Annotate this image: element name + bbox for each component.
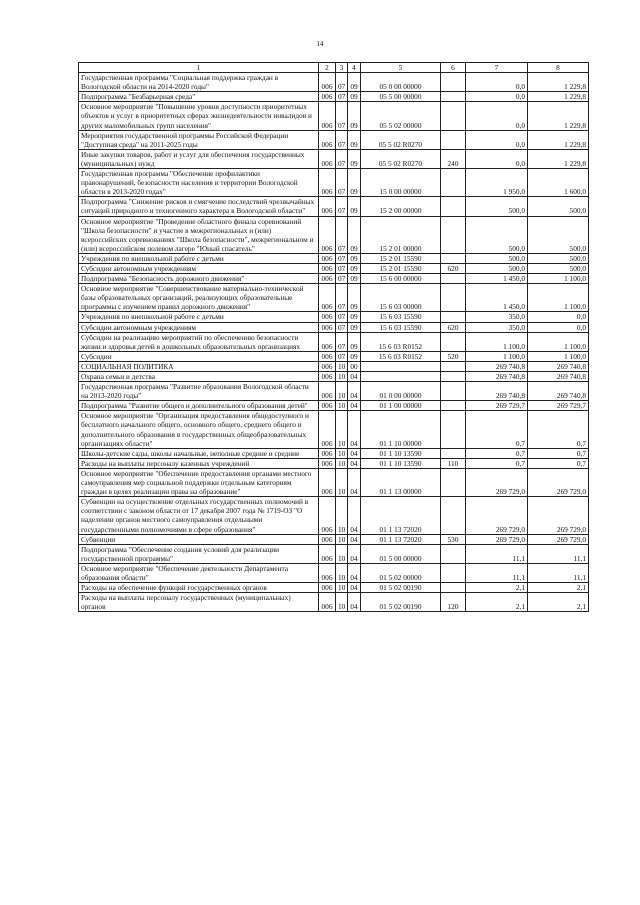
subsection-code-cell: 09 bbox=[348, 253, 361, 263]
target-article-cell: 15 2 01 00000 bbox=[361, 216, 441, 253]
column-header: 3 bbox=[336, 63, 348, 73]
subsection-code-cell: 04 bbox=[348, 583, 361, 593]
amount-year1-cell: 269 740,8 bbox=[466, 382, 528, 401]
amount-year2-cell: 269 729,0 bbox=[528, 468, 589, 496]
target-article-cell bbox=[361, 361, 441, 371]
amount-year2-cell: 500,0 bbox=[528, 197, 589, 216]
item-name-cell: Иные закупки товаров, работ и услуг для обеспечения государственных (муниципальных) нужд bbox=[79, 149, 319, 168]
target-article-cell: 05 5 02 R0270 bbox=[361, 149, 441, 168]
expense-type-cell bbox=[441, 73, 466, 92]
amount-year1-cell: 500,0 bbox=[466, 216, 528, 253]
expense-type-cell: 240 bbox=[441, 149, 466, 168]
table-header-row bbox=[79, 63, 589, 73]
subsection-code-cell: 04 bbox=[348, 497, 361, 534]
item-name-cell: Основное мероприятие "Совершенствование материально-технической базы образовательных организаций, реализующих образовательные программы с изучением правил дорожного движения" bbox=[79, 284, 319, 312]
amount-year1-cell: 500,0 bbox=[466, 253, 528, 263]
subsection-code-cell: 04 bbox=[348, 372, 361, 382]
target-article-cell: 01 1 00 00000 bbox=[361, 401, 441, 411]
target-article-cell: 05 5 00 00000 bbox=[361, 92, 441, 102]
amount-year1-cell: 269 729,0 bbox=[466, 468, 528, 496]
section-code-cell: 07 bbox=[336, 284, 348, 312]
target-article-cell: 15 6 03 00000 bbox=[361, 284, 441, 312]
section-code-cell: 07 bbox=[336, 253, 348, 263]
item-name-cell: Учреждения по внешкольной работе с детьми bbox=[79, 312, 319, 322]
table-row bbox=[79, 593, 589, 612]
subsection-code-cell: 00 bbox=[348, 361, 361, 371]
item-name-cell: Основное мероприятие "Повышение уровня доступности приоритетных объектов и услуг в приоритетных сферах жизнедеятельности инвалидов и других маломобильных групп населения" bbox=[79, 102, 319, 130]
target-article-cell: 05 5 02 R0270 bbox=[361, 130, 441, 149]
amount-year2-cell: 11,1 bbox=[528, 544, 589, 563]
amount-year2-cell: 269 729,7 bbox=[528, 401, 589, 411]
item-name-cell: Расходы на выплаты персоналу государственных (муниципальных) органов bbox=[79, 593, 319, 612]
target-article-cell: 15 6 03 R0152 bbox=[361, 351, 441, 361]
item-name-cell: Школы-детские сады, школы начальные, неполные средние и средние bbox=[79, 448, 319, 458]
ministry-code-cell: 006 bbox=[319, 351, 336, 361]
ministry-code-cell: 006 bbox=[319, 216, 336, 253]
table-row bbox=[79, 534, 589, 544]
expense-type-cell: 620 bbox=[441, 263, 466, 273]
table-row bbox=[79, 448, 589, 458]
expense-type-cell bbox=[441, 448, 466, 458]
table-row bbox=[79, 284, 589, 312]
column-header: 5 bbox=[361, 63, 441, 73]
ministry-code-cell: 006 bbox=[319, 382, 336, 401]
section-code-cell: 10 bbox=[336, 382, 348, 401]
subsection-code-cell: 04 bbox=[348, 593, 361, 612]
subsection-code-cell: 04 bbox=[348, 401, 361, 411]
table-row bbox=[79, 497, 589, 534]
section-code-cell: 10 bbox=[336, 534, 348, 544]
ministry-code-cell: 006 bbox=[319, 583, 336, 593]
amount-year1-cell: 0,7 bbox=[466, 458, 528, 468]
amount-year2-cell: 1 100,0 bbox=[528, 284, 589, 312]
ministry-code-cell: 006 bbox=[319, 169, 336, 197]
amount-year1-cell: 0,0 bbox=[466, 102, 528, 130]
section-code-cell: 10 bbox=[336, 497, 348, 534]
amount-year2-cell: 0,7 bbox=[528, 411, 589, 448]
item-name-cell: Субвенции bbox=[79, 534, 319, 544]
amount-year1-cell: 350,0 bbox=[466, 312, 528, 322]
section-code-cell: 10 bbox=[336, 448, 348, 458]
table-row bbox=[79, 468, 589, 496]
ministry-code-cell: 006 bbox=[319, 197, 336, 216]
ministry-code-cell: 006 bbox=[319, 593, 336, 612]
amount-year2-cell: 1 100,0 bbox=[528, 274, 589, 284]
item-name-cell: Субвенции на осуществление отдельных государственных полномочий в соответствии с законом области от 17 декабря 2007 года № 1719-ОЗ "О наделении органов местного самоуправления отдельными государственными полномочиями в сфере образования" bbox=[79, 497, 319, 534]
ministry-code-cell: 006 bbox=[319, 253, 336, 263]
item-name-cell: Основное мероприятие "Организация предоставления общедоступного и бесплатного начального общего, основного общего, среднего общего и дополнительного образования в государственных общеобразовательных организациях области" bbox=[79, 411, 319, 448]
item-name-cell: Субсидии автономным учреждениям bbox=[79, 263, 319, 273]
ministry-code-cell: 006 bbox=[319, 332, 336, 351]
table-row bbox=[79, 332, 589, 351]
table-row bbox=[79, 73, 589, 92]
item-name-cell: Основное мероприятие "Обеспечение предоставления органами местного самоуправления мер социальной поддержки отдельным категориям граждан в целях реализации права на образование" bbox=[79, 468, 319, 496]
amount-year2-cell: 1 229,8 bbox=[528, 102, 589, 130]
expense-type-cell bbox=[441, 284, 466, 312]
amount-year2-cell: 269 740,8 bbox=[528, 372, 589, 382]
amount-year1-cell: 269 740,8 bbox=[466, 372, 528, 382]
ministry-code-cell: 006 bbox=[319, 401, 336, 411]
table-row bbox=[79, 372, 589, 382]
amount-year1-cell: 269 729,0 bbox=[466, 497, 528, 534]
section-code-cell: 10 bbox=[336, 544, 348, 563]
section-code-cell: 07 bbox=[336, 274, 348, 284]
amount-year2-cell: 0,0 bbox=[528, 322, 589, 332]
amount-year1-cell: 1 450,0 bbox=[466, 284, 528, 312]
target-article-cell: 01 5 00 00000 bbox=[361, 544, 441, 563]
table-row bbox=[79, 458, 589, 468]
amount-year2-cell: 269 740,8 bbox=[528, 382, 589, 401]
target-article-cell: 15 6 03 R0152 bbox=[361, 332, 441, 351]
section-code-cell: 07 bbox=[336, 169, 348, 197]
budget-table bbox=[78, 62, 589, 612]
ministry-code-cell: 006 bbox=[319, 284, 336, 312]
section-code-cell: 10 bbox=[336, 593, 348, 612]
page-number: 14 bbox=[316, 40, 324, 48]
target-article-cell: 01 0 00 00000 bbox=[361, 382, 441, 401]
amount-year2-cell: 269 729,0 bbox=[528, 497, 589, 534]
amount-year2-cell: 0,7 bbox=[528, 458, 589, 468]
expense-type-cell: 120 bbox=[441, 593, 466, 612]
ministry-code-cell: 006 bbox=[319, 322, 336, 332]
item-name-cell: Охрана семьи и детства bbox=[79, 372, 319, 382]
expense-type-cell bbox=[441, 169, 466, 197]
amount-year2-cell: 269 729,0 bbox=[528, 534, 589, 544]
subsection-code-cell: 09 bbox=[348, 322, 361, 332]
expense-type-cell: 620 bbox=[441, 322, 466, 332]
section-code-cell: 07 bbox=[336, 149, 348, 168]
table-row bbox=[79, 149, 589, 168]
amount-year2-cell: 269 740,8 bbox=[528, 361, 589, 371]
amount-year2-cell: 1 100,0 bbox=[528, 332, 589, 351]
subsection-code-cell: 04 bbox=[348, 563, 361, 582]
amount-year1-cell: 11,1 bbox=[466, 544, 528, 563]
amount-year2-cell: 1 229,8 bbox=[528, 92, 589, 102]
amount-year2-cell: 1 229,8 bbox=[528, 130, 589, 149]
expense-type-cell bbox=[441, 216, 466, 253]
target-article-cell: 01 1 13 00000 bbox=[361, 468, 441, 496]
subsection-code-cell: 09 bbox=[348, 73, 361, 92]
subsection-code-cell: 04 bbox=[348, 458, 361, 468]
amount-year2-cell: 500,0 bbox=[528, 263, 589, 273]
ministry-code-cell: 006 bbox=[319, 361, 336, 371]
table-row bbox=[79, 361, 589, 371]
expense-type-cell bbox=[441, 361, 466, 371]
subsection-code-cell: 09 bbox=[348, 351, 361, 361]
amount-year1-cell: 0,0 bbox=[466, 130, 528, 149]
item-name-cell: Государственная программа "Развитие образования Вологодской области на 2013-2020 годы" bbox=[79, 382, 319, 401]
section-code-cell: 07 bbox=[336, 322, 348, 332]
ministry-code-cell: 006 bbox=[319, 534, 336, 544]
expense-type-cell bbox=[441, 544, 466, 563]
item-name-cell: Расходы на выплаты персоналу казенных учреждений bbox=[79, 458, 319, 468]
ministry-code-cell: 006 bbox=[319, 372, 336, 382]
amount-year1-cell: 500,0 bbox=[466, 263, 528, 273]
subsection-code-cell: 04 bbox=[348, 382, 361, 401]
amount-year2-cell: 1 600,0 bbox=[528, 169, 589, 197]
target-article-cell: 01 5 02 00000 bbox=[361, 563, 441, 582]
amount-year2-cell: 0,0 bbox=[528, 312, 589, 322]
section-code-cell: 10 bbox=[336, 372, 348, 382]
target-article-cell: 01 1 10 13590 bbox=[361, 448, 441, 458]
table-row bbox=[79, 322, 589, 332]
column-header: 6 bbox=[441, 63, 466, 73]
expense-type-cell bbox=[441, 332, 466, 351]
item-name-cell: Учреждения по внешкольной работе с детьми bbox=[79, 253, 319, 263]
table-row bbox=[79, 253, 589, 263]
amount-year2-cell: 1 229,8 bbox=[528, 73, 589, 92]
subsection-code-cell: 09 bbox=[348, 197, 361, 216]
table-row bbox=[79, 583, 589, 593]
amount-year1-cell: 269 729,0 bbox=[466, 534, 528, 544]
expense-type-cell bbox=[441, 274, 466, 284]
subsection-code-cell: 09 bbox=[348, 274, 361, 284]
amount-year2-cell: 2,1 bbox=[528, 593, 589, 612]
item-name-cell: Основное мероприятие "Проведение областного финала соревнований "Школа безопасности" и участие в межрегиональных и (или) всероссийских соревнованиях "Школа безопасности", межрегиональном и (или) всероссийском полевом лагере "Юный спасатель" bbox=[79, 216, 319, 253]
ministry-code-cell: 006 bbox=[319, 130, 336, 149]
target-article-cell: 15 2 01 15590 bbox=[361, 263, 441, 273]
item-name-cell: Субсидии на реализацию мероприятий по обеспечению безопасности жизни и здоровья детей в дошкольных образовательных организациях bbox=[79, 332, 319, 351]
subsection-code-cell: 09 bbox=[348, 332, 361, 351]
table-row bbox=[79, 263, 589, 273]
amount-year1-cell: 0,0 bbox=[466, 92, 528, 102]
ministry-code-cell: 006 bbox=[319, 73, 336, 92]
ministry-code-cell: 006 bbox=[319, 411, 336, 448]
item-name-cell: Расходы на обеспечение функций государственных органов bbox=[79, 583, 319, 593]
section-code-cell: 10 bbox=[336, 468, 348, 496]
expense-type-cell bbox=[441, 563, 466, 582]
section-code-cell: 07 bbox=[336, 312, 348, 322]
amount-year1-cell: 0,0 bbox=[466, 149, 528, 168]
amount-year1-cell: 0,7 bbox=[466, 448, 528, 458]
column-header: 4 bbox=[348, 63, 361, 73]
section-code-cell: 10 bbox=[336, 583, 348, 593]
amount-year2-cell: 500,0 bbox=[528, 216, 589, 253]
item-name-cell: Подпрограмма "Обеспечение создания условий для реализации государственной программы" bbox=[79, 544, 319, 563]
table-row bbox=[79, 563, 589, 582]
target-article-cell: 15 6 00 00000 bbox=[361, 274, 441, 284]
amount-year1-cell: 0,7 bbox=[466, 411, 528, 448]
subsection-code-cell: 04 bbox=[348, 534, 361, 544]
ministry-code-cell: 006 bbox=[319, 468, 336, 496]
subsection-code-cell: 09 bbox=[348, 312, 361, 322]
expense-type-cell: 520 bbox=[441, 351, 466, 361]
subsection-code-cell: 09 bbox=[348, 216, 361, 253]
table-row bbox=[79, 102, 589, 130]
expense-type-cell bbox=[441, 411, 466, 448]
table-row bbox=[79, 169, 589, 197]
subsection-code-cell: 04 bbox=[348, 544, 361, 563]
table-row bbox=[79, 312, 589, 322]
expense-type-cell bbox=[441, 312, 466, 322]
subsection-code-cell: 09 bbox=[348, 284, 361, 312]
section-code-cell: 07 bbox=[336, 332, 348, 351]
item-name-cell: Подпрограмма "Снижение рисков и смягчение последствий чрезвычайных ситуаций природного и техногенного характера в Вологодской области" bbox=[79, 197, 319, 216]
section-code-cell: 10 bbox=[336, 563, 348, 582]
subsection-code-cell: 04 bbox=[348, 468, 361, 496]
column-header: 2 bbox=[319, 63, 336, 73]
amount-year1-cell: 0,0 bbox=[466, 73, 528, 92]
section-code-cell: 10 bbox=[336, 411, 348, 448]
table-row bbox=[79, 197, 589, 216]
subsection-code-cell: 09 bbox=[348, 92, 361, 102]
amount-year1-cell: 500,0 bbox=[466, 197, 528, 216]
subsection-code-cell: 09 bbox=[348, 149, 361, 168]
section-code-cell: 07 bbox=[336, 92, 348, 102]
section-code-cell: 10 bbox=[336, 458, 348, 468]
item-name-cell: Мероприятия государственной программы Российской Федерации "Доступная среда" на 2011-2025 годы bbox=[79, 130, 319, 149]
amount-year1-cell: 1 100,0 bbox=[466, 351, 528, 361]
expense-type-cell bbox=[441, 372, 466, 382]
ministry-code-cell: 006 bbox=[319, 263, 336, 273]
ministry-code-cell: 006 bbox=[319, 312, 336, 322]
table-row bbox=[79, 382, 589, 401]
ministry-code-cell: 006 bbox=[319, 448, 336, 458]
amount-year1-cell: 269 740,8 bbox=[466, 361, 528, 371]
amount-year1-cell: 1 100,0 bbox=[466, 332, 528, 351]
target-article-cell: 01 5 02 00190 bbox=[361, 593, 441, 612]
expense-type-cell: 110 bbox=[441, 458, 466, 468]
target-article-cell: 01 1 10 13590 bbox=[361, 458, 441, 468]
amount-year1-cell: 350,0 bbox=[466, 322, 528, 332]
amount-year1-cell: 11,1 bbox=[466, 563, 528, 582]
column-header: 1 bbox=[79, 63, 319, 73]
amount-year1-cell: 1 950,0 bbox=[466, 169, 528, 197]
subsection-code-cell: 04 bbox=[348, 448, 361, 458]
target-article-cell: 15 6 03 15590 bbox=[361, 312, 441, 322]
subsection-code-cell: 09 bbox=[348, 130, 361, 149]
table-row bbox=[79, 351, 589, 361]
subsection-code-cell: 09 bbox=[348, 263, 361, 273]
ministry-code-cell: 006 bbox=[319, 458, 336, 468]
amount-year2-cell: 2,1 bbox=[528, 583, 589, 593]
ministry-code-cell: 006 bbox=[319, 497, 336, 534]
section-code-cell: 07 bbox=[336, 216, 348, 253]
expense-type-cell bbox=[441, 92, 466, 102]
amount-year2-cell: 1 100,0 bbox=[528, 351, 589, 361]
amount-year2-cell: 11,1 bbox=[528, 563, 589, 582]
table-row bbox=[79, 274, 589, 284]
section-code-cell: 10 bbox=[336, 361, 348, 371]
section-code-cell: 07 bbox=[336, 130, 348, 149]
section-code-cell: 07 bbox=[336, 263, 348, 273]
section-code-cell: 07 bbox=[336, 73, 348, 92]
section-code-cell: 07 bbox=[336, 351, 348, 361]
item-name-cell: Подпрограмма "Безбарьерная среда" bbox=[79, 92, 319, 102]
expense-type-cell bbox=[441, 401, 466, 411]
amount-year1-cell: 1 450,0 bbox=[466, 274, 528, 284]
table-row bbox=[79, 544, 589, 563]
table-row bbox=[79, 92, 589, 102]
item-name-cell: Подпрограмма "Развитие общего и дополнительного образования детей" bbox=[79, 401, 319, 411]
item-name-cell: Основное мероприятие "Обеспечение деятельности Департамента образования области" bbox=[79, 563, 319, 582]
amount-year2-cell: 1 229,8 bbox=[528, 149, 589, 168]
subsection-code-cell: 09 bbox=[348, 102, 361, 130]
item-name-cell: Подпрограмма "Безопасность дорожного движения" bbox=[79, 274, 319, 284]
ministry-code-cell: 006 bbox=[319, 92, 336, 102]
expense-type-cell bbox=[441, 197, 466, 216]
column-header: 8 bbox=[528, 63, 589, 73]
table-row bbox=[79, 216, 589, 253]
target-article-cell: 05 0 00 00000 bbox=[361, 73, 441, 92]
item-name-cell: Государственная программа "Обеспечение профилактики правонарушений, безопасности населения и территории Вологодской области в 2013-2020 годах" bbox=[79, 169, 319, 197]
target-article-cell: 15 0 00 00000 bbox=[361, 169, 441, 197]
target-article-cell: 15 6 03 15590 bbox=[361, 322, 441, 332]
target-article-cell: 15 2 01 15590 bbox=[361, 253, 441, 263]
section-code-cell: 07 bbox=[336, 102, 348, 130]
table-row bbox=[79, 411, 589, 448]
expense-type-cell bbox=[441, 382, 466, 401]
expense-type-cell bbox=[441, 130, 466, 149]
target-article-cell bbox=[361, 372, 441, 382]
amount-year1-cell: 2,1 bbox=[466, 593, 528, 612]
amount-year1-cell: 269 729,7 bbox=[466, 401, 528, 411]
item-name-cell: Субсидии bbox=[79, 351, 319, 361]
table-body bbox=[79, 73, 589, 612]
ministry-code-cell: 006 bbox=[319, 563, 336, 582]
table-row bbox=[79, 401, 589, 411]
ministry-code-cell: 006 bbox=[319, 149, 336, 168]
target-article-cell: 01 1 13 72020 bbox=[361, 534, 441, 544]
expense-type-cell bbox=[441, 253, 466, 263]
target-article-cell: 05 5 02 00000 bbox=[361, 102, 441, 130]
expense-type-cell bbox=[441, 497, 466, 534]
subsection-code-cell: 04 bbox=[348, 411, 361, 448]
subsection-code-cell: 09 bbox=[348, 169, 361, 197]
expense-type-cell bbox=[441, 468, 466, 496]
expense-type-cell: 530 bbox=[441, 534, 466, 544]
item-name-cell: Государственная программа "Социальная поддержка граждан в Вологодской области на 2014-2020 годы" bbox=[79, 73, 319, 92]
section-code-cell: 07 bbox=[336, 197, 348, 216]
amount-year2-cell: 0,7 bbox=[528, 448, 589, 458]
target-article-cell: 01 1 13 72020 bbox=[361, 497, 441, 534]
item-name-cell: СОЦИАЛЬНАЯ ПОЛИТИКА bbox=[79, 361, 319, 371]
table-row bbox=[79, 130, 589, 149]
expense-type-cell bbox=[441, 583, 466, 593]
column-header: 7 bbox=[466, 63, 528, 73]
target-article-cell: 01 5 02 00190 bbox=[361, 583, 441, 593]
section-code-cell: 10 bbox=[336, 401, 348, 411]
target-article-cell: 15 2 00 00000 bbox=[361, 197, 441, 216]
amount-year2-cell: 500,0 bbox=[528, 253, 589, 263]
ministry-code-cell: 006 bbox=[319, 544, 336, 563]
expense-type-cell bbox=[441, 102, 466, 130]
ministry-code-cell: 006 bbox=[319, 274, 336, 284]
target-article-cell: 01 1 10 00000 bbox=[361, 411, 441, 448]
amount-year1-cell: 2,1 bbox=[466, 583, 528, 593]
ministry-code-cell: 006 bbox=[319, 102, 336, 130]
item-name-cell: Субсидии автономным учреждениям bbox=[79, 322, 319, 332]
